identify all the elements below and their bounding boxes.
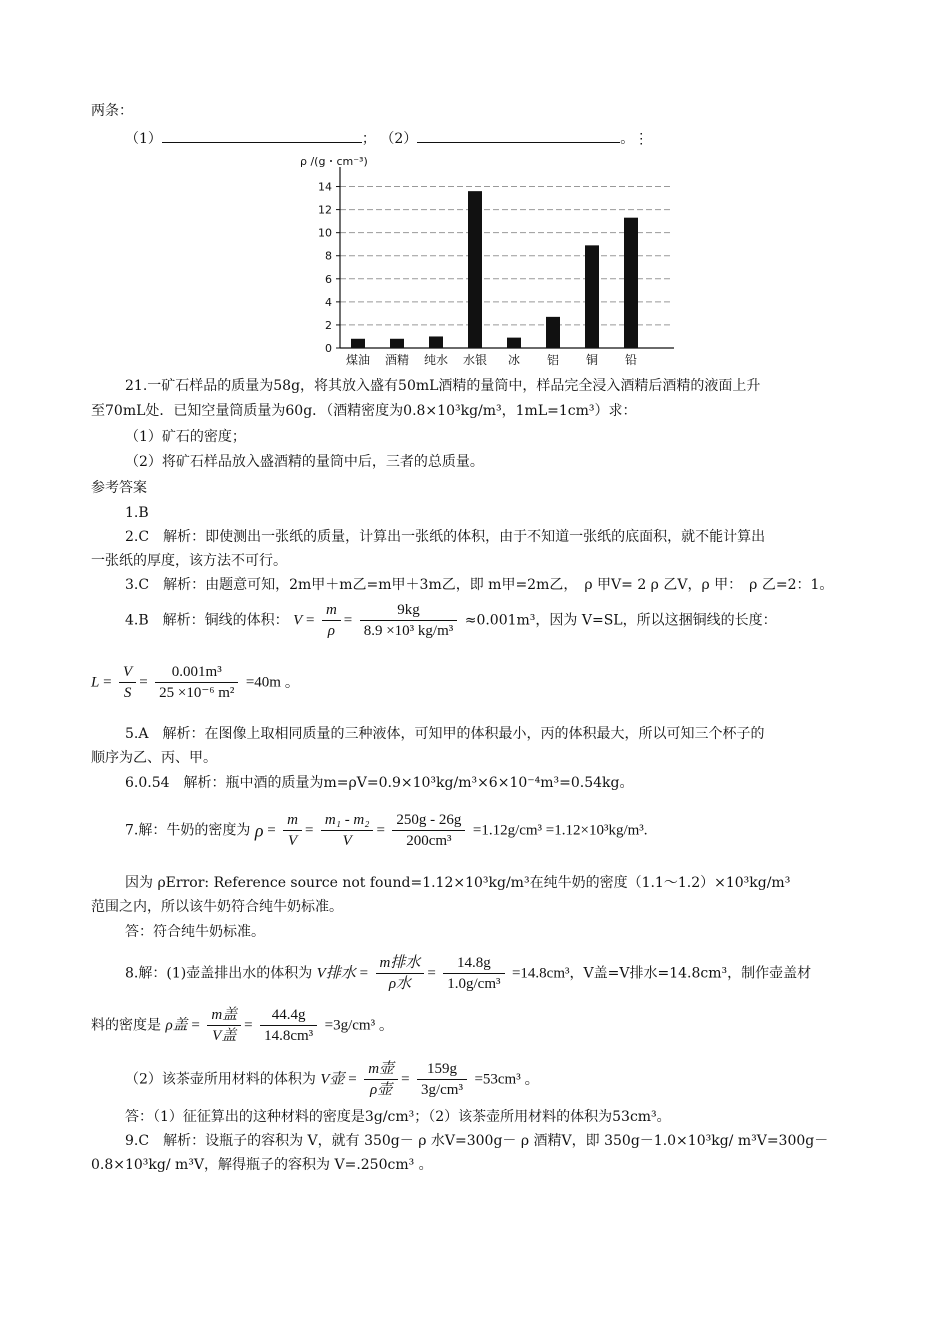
y-tick-label: 10 — [318, 226, 332, 240]
answer-blank-1[interactable] — [162, 128, 362, 143]
a8c-frac-m-rho: $\frac{\text{m壶}}{\text{ρ壶}}$ — [364, 1059, 398, 1100]
a4-result: ≈0.001m³，因为 V=SL，所以这捆铜线的长度： — [464, 612, 777, 629]
y-tick-label: 2 — [325, 318, 332, 332]
answer-6: 6.0.54 解析：瓶中酒的质量为m=ρV=0.9×10³kg/m³×6×10⁻⁴m³=0.54kg。 — [125, 775, 634, 791]
bar-7 — [624, 218, 638, 348]
answer-5-line1: 5.A 解析：在图像上取相同质量的三种液体，可知甲的体积最小，丙的体积最大，所以可知三个杯子的 — [125, 726, 765, 742]
x-category-label: 煤油 — [345, 353, 371, 367]
bar-4 — [507, 338, 521, 348]
q20-lead: 两条： — [91, 103, 133, 119]
a7-frac-m12-V: $\frac{\text{m₁ - m₂}}{V}$ — [321, 810, 374, 851]
answer-2-line2: 一张纸的厚度，该方法不可行。 — [91, 553, 287, 569]
x-category-label: 酒精 — [384, 353, 410, 367]
a8-frac-values: $\frac{14.8g}{\text{1.0g/cm³}}$ — [443, 953, 504, 994]
y-tick-label: 14 — [318, 180, 332, 194]
answer-4-line1: 4.B 解析：铜线的体积： V = $\frac{m}{\rho}$ = $\frac{9kg}{\text{8.9 ×10³ kg/m³}}$ ≈0.001m³，因为 V=SL，所以这捆铜线的长度： — [125, 602, 777, 639]
a8-frac-m-rho: $\frac{\text{m排水}}{\text{ρ水}}$ — [376, 953, 425, 994]
answer-9-line2: 0.8×10³kg/ m³V，解得瓶子的容积为 V=.250cm³ 。 — [91, 1157, 433, 1173]
answer-8-line3: （2）该茶壶所用材料的体积为 V壶 = $\frac{\text{m壶}}{\text{ρ壶}}$ = $\frac{159g}{\text{3g/cm³}}$ =53cm³ 。 — [125, 1061, 540, 1098]
answer-8-line2: 料的密度是 ρ盖 = $\frac{\text{m盖}}{\text{V盖}}$ = $\frac{44.4g}{\text{14.8cm³}}$ =3g/cm³ 。 — [91, 1007, 394, 1044]
bar-6 — [585, 245, 599, 348]
a7-frac-values: $\frac{250g - 26g}{\text{200cm³}}$ — [392, 810, 465, 851]
x-category-label: 纯水 — [423, 353, 449, 367]
a4-frac-m-rho: $\frac{m}{\rho}$ — [322, 600, 341, 641]
bar-3 — [468, 191, 482, 348]
answers-heading: 参考答案 — [91, 480, 147, 496]
blank1-label: （1） — [125, 131, 162, 147]
chart-ylabel: ρ /(g・cm⁻³) — [300, 155, 368, 168]
answer-7-line1: 7.解：牛奶的密度为 ρ = $\frac{m}{V}$ = $\frac{\text{m₁ - m₂}}{V}$ = $\frac{250g - 26g}{\text{200cm³}}$ =1.12g/cm³ =1.12×10³kg/m³. — [125, 812, 648, 849]
a7-result: =1.12g/cm³ =1.12×10³kg/m³. — [472, 822, 648, 839]
bar-0 — [351, 339, 365, 348]
blank2-label: （2） — [380, 131, 418, 147]
y-tick-label: 0 — [325, 342, 332, 355]
a4b-result: =40m 。 — [245, 674, 300, 691]
a8b-frac-values: $\frac{44.4g}{\text{14.8cm³}}$ — [260, 1005, 317, 1046]
y-tick-label: 8 — [325, 249, 332, 263]
q20-blanks — [125, 128, 648, 149]
a4b-frac-V-S: $\frac{V}{S}$ — [119, 662, 136, 703]
chart-grid — [340, 187, 670, 325]
x-category-label: 铜 — [585, 353, 599, 367]
answer-8-line1: 8.解：(1)壶盖排出水的体积为 V排水 = $\frac{\text{m排水}}{\text{ρ水}}$ = $\frac{14.8g}{\text{1.0g/cm³}}$ =14.8cm³，V盖=V排水=14.8cm³，制作壶盖材 — [125, 955, 812, 992]
bar-1 — [390, 339, 404, 348]
answer-blank-2[interactable] — [417, 128, 620, 143]
bar-5 — [546, 317, 560, 348]
q21-line1: 21.一矿石样品的质量为58g，将其放入盛有50mL酒精的量筒中，样品完全浸入酒精后酒精的液面上升 — [125, 378, 761, 394]
answer-7c: 答：符合纯牛奶标准。 — [125, 924, 265, 940]
answer-3: 3.C 解析：由题意可知，2m甲＋m乙=m甲＋3m乙，即 m甲=2m乙， ρ 甲V= 2 ρ 乙V，ρ 甲： ρ 乙=2：1。 — [125, 577, 834, 593]
answer-1: 1.B — [125, 505, 149, 521]
density-bar-chart — [290, 152, 680, 370]
x-category-label: 铝 — [546, 353, 560, 367]
q21-item2: （2）将矿石样品放入盛酒精的量筒中后，三者的总质量。 — [125, 454, 484, 470]
a7-frac-m-V: $\frac{m}{V}$ — [283, 810, 302, 851]
bar-2 — [429, 336, 443, 348]
a8b-frac-m-V: $\frac{\text{m盖}}{\text{V盖}}$ — [207, 1005, 241, 1046]
chart-axes — [340, 167, 674, 348]
q21-item1: （1）矿石的密度； — [125, 429, 246, 445]
y-tick-label: 12 — [318, 203, 332, 217]
answer-2-line1: 2.C 解析：即使测出一张纸的质量，计算出一张纸的体积，由于不知道一张纸的底面积，就不能计算出 — [125, 529, 766, 545]
answer-5-line2: 顺序为乙、丙、甲。 — [91, 750, 217, 766]
answer-8-conclusion: 答：（1）征征算出的这种材料的密度是3g/cm³；（2）该茶壶所用材料的体积为53cm³。 — [125, 1109, 671, 1125]
chart-y-ticks — [318, 181, 340, 355]
x-category-label: 水银 — [462, 353, 488, 367]
x-category-label: 冰 — [507, 353, 521, 367]
answer-7b-line2: 范围之内，所以该牛奶符合纯牛奶标准。 — [91, 899, 343, 915]
a4-V: V — [293, 612, 303, 629]
y-tick-label: 6 — [325, 272, 332, 286]
a4-frac-values: $\frac{9kg}{\text{8.9 ×10³ kg/m³}}$ — [360, 600, 458, 641]
a8c-frac-values: $\frac{159g}{\text{3g/cm³}}$ — [417, 1059, 467, 1100]
chart-x-categories — [346, 352, 637, 367]
y-tick-label: 4 — [325, 295, 332, 309]
a4-prefix: 4.B 解析：铜线的体积： — [125, 612, 289, 629]
answer-9-line1: 9.C 解析：设瓶子的容积为 V，就有 350g－ ρ 水V=300g－ ρ 酒精V，即 350g－1.0×10³kg/ m³V=300g－ — [125, 1133, 829, 1149]
blank-separator: ； — [361, 131, 376, 147]
a4b-frac-values: $\frac{\text{0.001m³}}{\text{25 ×10⁻⁶ m²}}$ — [155, 662, 238, 703]
x-category-label: 铅 — [624, 353, 638, 367]
blank-tail: 。⋮ — [620, 131, 649, 147]
answer-4-line2: L = $\frac{V}{S}$ = $\frac{\text{0.001m³}}{\text{25 ×10⁻⁶ m²}}$ =40m 。 — [91, 664, 300, 701]
q21-line2: 至70mL处．已知空量筒质量为60g．（酒精密度为0.8×10³kg/m³，1mL=1cm³）求： — [91, 403, 637, 419]
answer-7b-line1: 因为 ρError: Reference source not found=1.12×10³kg/m³在纯牛奶的密度（1.1～1.2）×10³kg/m³ — [125, 875, 791, 891]
